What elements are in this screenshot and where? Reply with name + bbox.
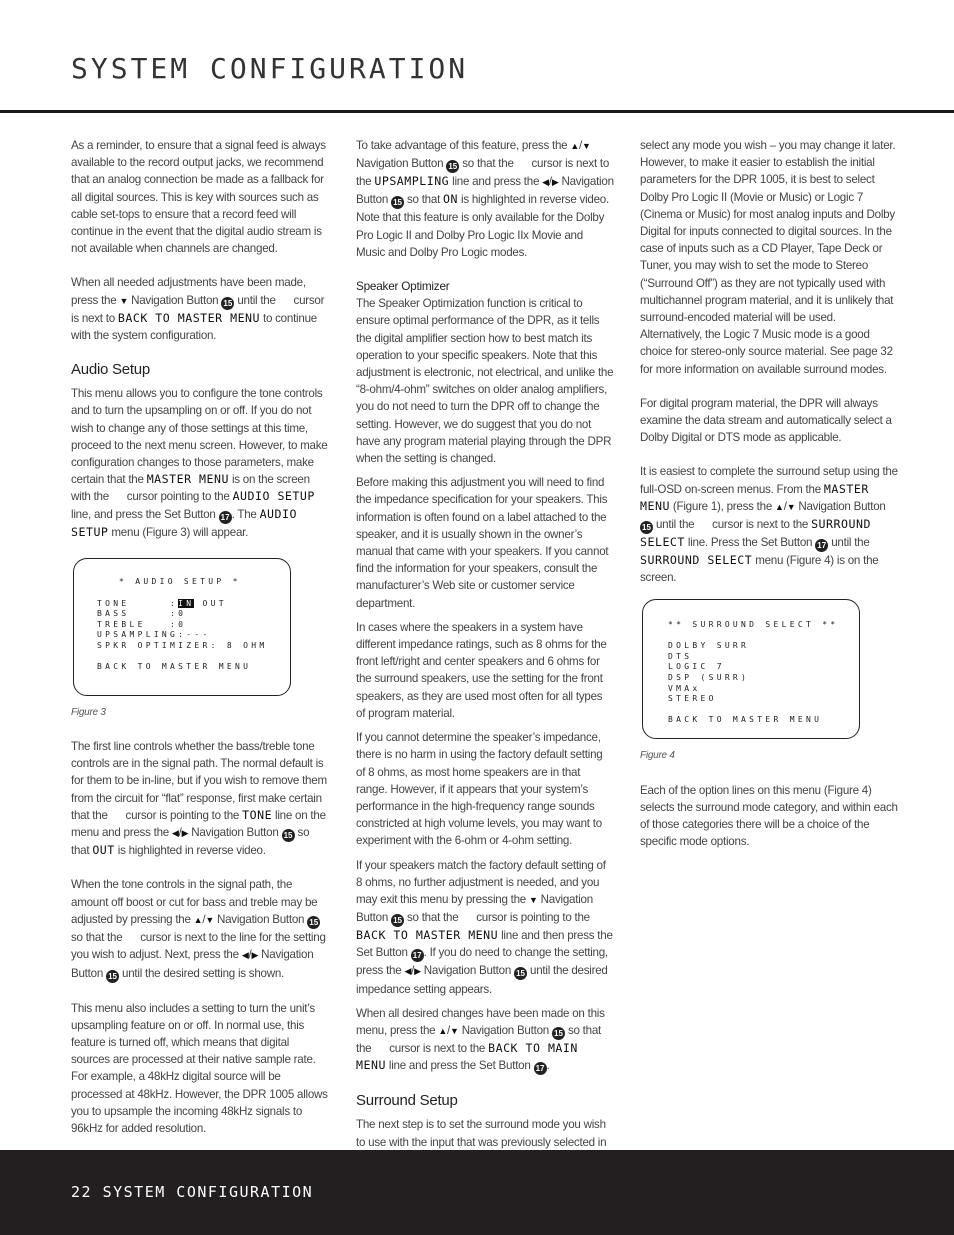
menu-term: MASTER MENU [640,481,869,513]
up-arrow-icon: ▲ [775,501,784,512]
figure-caption: Figure 4 [640,750,675,762]
paragraph: The Speaker Optimization function is critical to ensure optimal performance of the DPR, as it tells the digital amplifier section how to best match its operation to your specific speakers. Note that this adjustment is electronic, not electrical, and unlike the “8-ohm/4-ohm” switches on older analog amplifiers, you do not need to turn the DPR off to change the setting. However, we do suggest that you do not have any program material playing through the DPR when the setting is changed. [356,297,614,466]
down-arrow-icon: ▼ [528,894,538,905]
figure-caption: Figure 3 [71,706,106,718]
button-15-icon: 15 [221,297,234,310]
column-2 [356,137,614,1202]
paragraph: The next step is to set the surround mode you wish to use with the input that was previously selected in [356,1116,614,1185]
menu-term: TONE [242,807,273,822]
right-arrow-icon: ▶ [414,966,421,977]
left-arrow-icon: ◀ [241,950,249,961]
title-rule [0,110,954,113]
paragraph: When all desired changes have been made on this menu, press the ▲/▼ Navigation Button 15 so that the cursor is next to the BACK TO MAIN MENU line and press the Set Button 17 . [356,1006,605,1074]
left-arrow-icon: ◀ [404,966,412,977]
figure-4-osd-screen: ** SURROUND SELECT ** DOLBY SURR DTS LOGIC 7 DSP (SURR) VMAx STEREO BACK TO MASTER MENU [642,599,860,739]
paragraph: If your speakers match the factory default setting of 8 ohms, no further adjustment is needed, and you may exit this menu by pressing the ▼ Navigation Button 15 so that the cursor is pointing to the BACK TO MASTER MENU line and then press the Set Button 17 . If you do need to change the setting, press the ◀/▶ Navigation Button 15 until the desired impedance setting appears. [356,858,613,996]
down-arrow-icon: ▼ [450,1025,459,1036]
section-heading-audio-setup: Audio Setup [71,361,150,379]
paragraph: For digital program material, the DPR will always examine the data stream and automatically select a Dolby Digital or DTS mode as applicable. [640,396,892,445]
button-15-icon: 15 [552,1027,565,1040]
down-arrow-icon: ▼ [582,141,591,151]
button-15-icon: 15 [446,160,459,173]
paragraph: In cases where the speakers in a system have different impedance ratings, such as 8 ohms for the front left/right and center speakers and 6 ohms for the surround speakers, use the setting for the front speakers, as they are used most often for all types of program material. [356,620,607,720]
paragraph: It is easiest to complete the surround setup using the full-OSD on-screen menus. From the MASTER MENU (Figure 1), press the ▲/▼ Navigation Button 15 until the cursor is next to the SURROUND SELECT line. Press the Set Button 17 until the SURROUND SELECT menu (Figure 4) is on the screen. [640,465,898,585]
footer-page-label: 22 SYSTEM CONFIGURATION [71,1183,314,1201]
menu-term: AUDIO SETUP [71,506,297,539]
paragraph: select any mode you wish – you may change it later. However, to make it easier to establish the initial parameters for the DPR 1005, it is best to select Dolby Pro Logic II (Movie or Music) or Logic 7 (Cinema or Music) for most analog inputs and Dolby Digital for inputs connected to digital sources. In the case of inputs such as a CD Player, Tape Deck or Tuner, you may wish to set the mode to Stereo (“Surround Off”) as they are not typically used with multichannel program material, and it is unlikely that surround-encoded material will be used. Alternatively, the Logic 7 Music mode is a good choice for stereo-only source material. See page 32 for more information on available surround modes. [640,139,896,376]
figure-3-osd-screen: * AUDIO SETUP * TONE :IN OUT BASS :0 TREBLE :0 UPSAMPLING:--- SPKR OPTIMIZER: 8 OHM BACK TO MASTER MENU [73,558,291,696]
section-heading-surround-setup: Surround Setup [356,1092,458,1110]
button-15-icon: 15 [106,970,119,983]
paragraph: If you cannot determine the speaker’s impedance, there is no harm in using the factory default setting of 8 ohms, as most home speakers are in that range. However, if it appears that your system’s performance in the high-frequency range sounds constricted at high volume levels, you may want to experiment with the 6-ohm or 4-ohm setting. [356,731,603,848]
left-arrow-icon: ◀ [542,177,549,188]
button-15-icon: 15 [307,916,320,929]
up-arrow-icon: ▲ [570,141,580,151]
button-17-icon: 17 [815,539,828,552]
left-arrow-icon: ◀ [171,828,179,839]
button-15-icon: 15 [391,914,404,927]
button-15-icon: 15 [640,521,653,534]
paragraph: This menu also includes a setting to turn the unit’s upsampling feature on or off. In normal use, this feature is turned off, which means that digital sources are processed at their native sample rate. For example, a 48kHz digital source will be processed at 48kHz. However, the DPR 1005 allows you to upsample the incoming 48kHz signals to 96kHz for added resolution. [71,1001,328,1135]
menu-term: BACK TO MASTER MENU [356,928,499,943]
paragraph: As a reminder, to ensure that a signal feed is always available to the record output jacks, we recommend that an analog connection be made as a fallback for all digital sources. This is key with sources such as cable set-tops to ensure that a record feed will continue in the event that the digital audio stream is not available when channels are changed. [71,139,326,256]
button-17-icon: 17 [219,511,232,524]
button-15-icon: 15 [391,196,404,209]
column-3 [640,137,898,867]
up-arrow-icon: ▲ [193,914,203,925]
menu-term: OUT [92,843,115,858]
highlighted-option: IN [178,598,195,608]
paragraph: When the tone controls in the signal path, the amount off boost or cut for bass and treble may be adjusted by pressing the ▲/▼ Navigation Button 15 so that the cursor is next to the line for the setting you wish to adjust. Next, press the ◀/▶ Navigation Button 15 until the desired setting is shown. [71,878,326,981]
button-15-icon: 15 [282,829,295,842]
right-arrow-icon: ▶ [251,950,259,961]
subheading-speaker-optimizer: Speaker Optimizer [356,279,450,294]
menu-term: BACK TO MAIN MENU [356,1041,578,1073]
page-footer [0,1150,954,1235]
menu-term: SURROUND SELECT [640,553,753,568]
paragraph: This menu allows you to configure the tone controls and to turn the upsampling on or off. If you do not wish to change any of those settings at this time, proceed to the next menu screen. However, to make configuration changes to those parameters, make certain that the MASTER MENU is on the screen with the cursor pointing to the AUDIO SETUP line, and press the Set Button 17 . The AUDIO SETUP menu (Figure 3) will appear. [71,387,328,539]
paragraph: To take advantage of this feature, press the ▲/▼ Navigation Button 15 so that the cursor is next to the UPSAMPLING line and press the ◀/▶ Navigation Button 15 so that ON is highlighted in reverse video. Note that this feature is only available for the Dolby Pro Logic II and Dolby Pro Logic IIx Movie and Music and Dolby Pro Logic modes. [356,139,614,259]
paragraph: The first line controls whether the bass/treble tone controls are in the signal path. The normal default is for them to be in-line, but if you wish to remove them from the circuit for “flat” response, first make certain that the cursor is pointing to the TONE line on the menu and press the ◀/▶ Navigation Button 15 so that OUT is highlighted in reverse video. [71,740,327,858]
column-1 [71,137,329,1154]
paragraph: Before making this adjustment you will need to find the impedance specification for your speakers. This information is often found on a label attached to the speaker, and it is usually shown in the owner’s manual that came with your speakers. If you cannot find the information for your speakers, consult the manufacturer’s Web site or customer service department. [356,476,609,610]
menu-term: MASTER MENU [146,472,229,487]
menu-term: BACK TO MASTER MENU [117,310,261,325]
down-arrow-icon: ▼ [786,501,796,512]
paragraph: When all needed adjustments have been made, press the ▼ Navigation Button 15 until the cursor is next to BACK TO MASTER MENU to continue with the system configuration. [71,276,325,343]
down-arrow-icon: ▼ [205,914,214,925]
menu-term: AUDIO SETUP [232,489,315,504]
menu-term: ON [443,192,459,207]
paragraph: Each of the option lines on this menu (Figure 4) selects the surround mode category, and within each of those categories there will be a choice of the specific mode options. [640,783,898,849]
button-17-icon: 17 [534,1062,547,1075]
up-arrow-icon: ▲ [438,1025,448,1036]
menu-term: SURROUND SELECT [640,517,871,550]
right-arrow-icon: ▶ [181,828,189,839]
page-title: SYSTEM CONFIGURATION [71,52,469,85]
button-17-icon: 17 [411,949,424,962]
down-arrow-icon: ▼ [119,295,129,306]
menu-term: UPSAMPLING [374,174,450,189]
button-15-icon: 15 [514,967,527,980]
right-arrow-icon: ▶ [551,177,559,188]
